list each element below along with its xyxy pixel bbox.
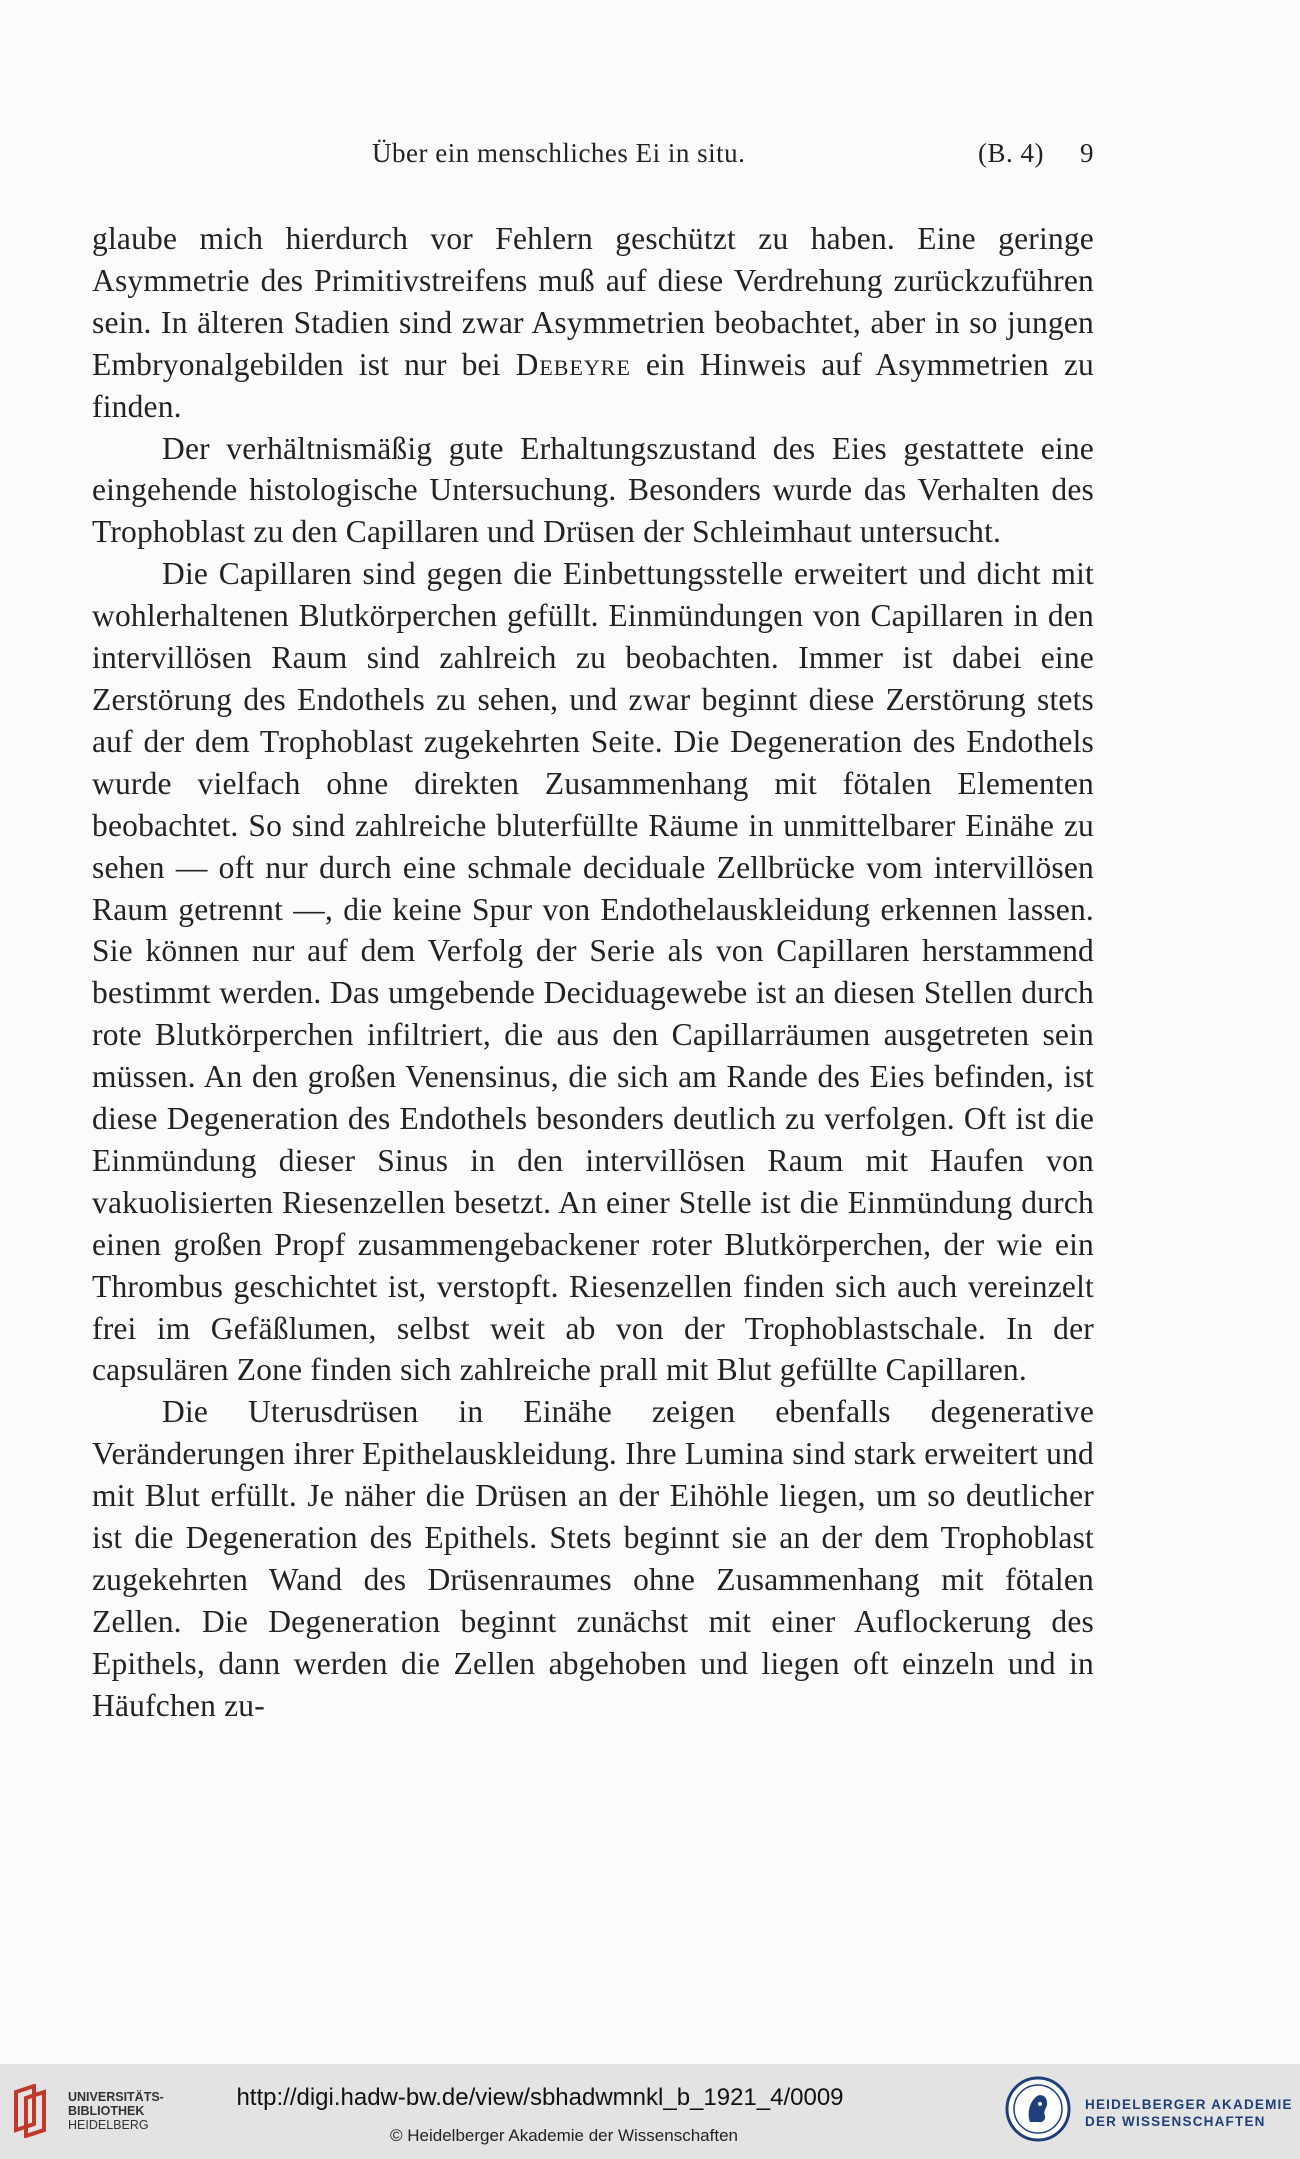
- academy-name-line-2: DER WISSENSCHAFTEN: [1085, 2114, 1266, 2129]
- running-head: [92, 138, 1094, 178]
- running-title: Über ein menschliches Ei in situ.: [372, 138, 746, 168]
- paragraph-4: Die Uterusdrüsen in Einähe zeigen ebenfalls degenerative Veränderungen ihrer Epithelauskleidung. Ihre Lumina sind stark erweitert und mit Blut erfüllt. Je näher die Drüsen an der Eihöhle liegen, um so deutlicher ist die Degeneration des Epithels. Stets beginnt sie an der dem Trophoblast zugekehrten Wand des Drüsenraumes ohne Zusammenhang mit fötalen Zellen. Die Degeneration beginnt zunächst mit einer Auflockerung des Epithels, dann werden die Zellen abgehoben und liegen oft einzeln und in Häufchen zu-: [92, 1394, 1094, 1723]
- academy-name-line-1: HEIDELBERGER AKADEMIE: [1085, 2097, 1293, 2112]
- academy-seal-icon: [1005, 2076, 1071, 2142]
- copyright-notice: © Heidelberger Akademie der Wissenschaften: [390, 2126, 738, 2145]
- signature-mark: (B. 4): [978, 138, 1044, 168]
- permalink-text[interactable]: http://digi.hadw-bw.de/view/sbhadwmnkl_b_1921_4/0009: [236, 2084, 844, 2111]
- library-name-line-1: UNIVERSITÄTS-: [68, 2090, 164, 2104]
- library-name-line-3: HEIDELBERG: [68, 2118, 149, 2132]
- paragraph-2: Der verhältnismäßig gute Erhaltungszustand des Eies gestattete eine eingehende histologische Untersuchung. Besonders wurde das Verhalten des Trophoblast zu den Capillaren und Drüsen der Schleimhaut untersucht.: [92, 430, 1094, 550]
- paragraph-1: glaube mich hierdurch vor Fehlern geschützt zu haben. Eine geringe Asymmetrie des Primitivstreifens muß auf diese Verdrehung zurückzuführen sein. In älteren Stadien sind zwar Asymmetrien beobachtet, aber in so jungen Embryonalgebilden ist nur bei Debeyre ein Hinweis auf Asymmetrien zu finden.: [92, 221, 1094, 424]
- paragraph-3: Die Capillaren sind gegen die Einbettungsstelle erweitert und dicht mit wohlerhaltenen Blutkörperchen gefüllt. Einmündungen von Capillaren in den intervillösen Raum sind zahlreich zu beobachten. Immer ist dabei eine Zerstörung des Endothels zu sehen, und zwar beginnt diese Zerstörung stets auf der dem Trophoblast zugekehrten Seite. Die Degeneration des Endothels wurde vielfach ohne direkten Zusammenhang mit fötalen Elementen beobachtet. So sind zahlreiche bluterfüllte Räume in unmittelbarer Einähe zu sehen — oft nur durch eine schmale deciduale Zellbrücke vom intervillösen Raum getrennt —, die keine Spur von Endothelauskleidung erkennen lassen. Sie können nur auf dem Verfolg der Serie als von Capillaren herstammend bestimmt werden. Das umgebende Deciduagewebe ist an diesen Stellen durch rote Blutkörperchen infiltriert, die aus den Capillarräumen ausgetreten sein müssen. An den großen Venensinus, die sich am Rande des Eies befinden, ist diese Degeneration des Endothels besonders deutlich zu verfolgen. Oft ist die Einmündung dieser Sinus in den intervillösen Raum mit Haufen von vakuolisierten Riesenzellen besetzt. An einer Stelle ist die Einmündung durch einen großen Propf zusammengebackener roter Blutkörperchen, der wie ein Thrombus geschichtet ist, verstopft. Riesenzellen finden sich auch vereinzelt frei im Gefäßlumen, selbst weit ab von der Trophoblastschale. In der capsulären Zone finden sich zahlreiche prall mit Blut gefüllte Capillaren.: [92, 556, 1094, 1388]
- academy-logo[interactable]: [1005, 2076, 1295, 2146]
- body-text: [92, 218, 1094, 1727]
- author-name: Debeyre: [515, 346, 631, 382]
- library-name-line-2: BIBLIOTHEK: [68, 2104, 145, 2118]
- viewer-footer: [0, 2064, 1300, 2159]
- page-number: 9: [1080, 138, 1094, 168]
